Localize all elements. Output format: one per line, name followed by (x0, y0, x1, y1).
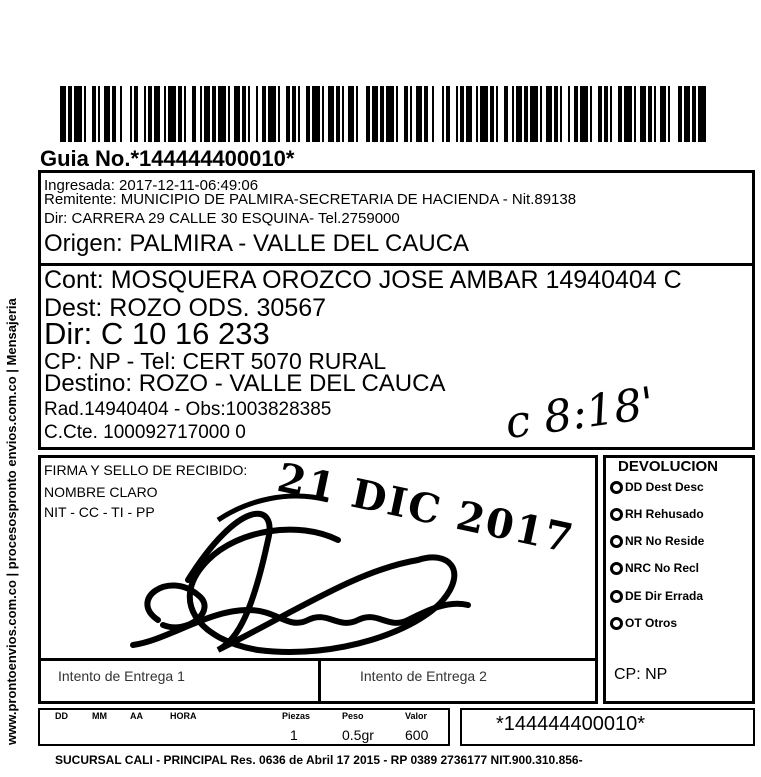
barcode-bar (228, 86, 230, 142)
barcode-bar (74, 86, 82, 142)
barcode-bar (678, 86, 682, 142)
barcode-bar (148, 86, 152, 142)
barcode-bar (84, 86, 86, 142)
barcode-bar (92, 86, 96, 142)
piezas-value: 1 (290, 727, 298, 743)
barcode-bar (640, 86, 646, 142)
intento-2-label: Intento de Entrega 2 (360, 668, 487, 684)
recipient-dir-line: Dir: C 10 16 233 (44, 316, 270, 351)
barcode-bar (504, 86, 508, 142)
side-website-text: www.prontoenvios.com.co | procesospronto envios.com.co | Mensajeria (4, 298, 19, 745)
barcode-bar (554, 86, 558, 142)
barcode-bar (496, 86, 498, 142)
barcode-bar (262, 86, 266, 142)
barcode-bar (322, 86, 324, 142)
barcode-bar (286, 86, 290, 142)
barcode-bar (490, 86, 494, 142)
barcode-bar (178, 86, 182, 142)
barcode-bar (410, 86, 412, 142)
barcode-bar (396, 86, 398, 142)
barcode-bar (154, 86, 160, 142)
barcode-bar (432, 86, 434, 142)
barcode-bar (574, 86, 578, 142)
guide-number: Guia No.*144444400010* (40, 146, 295, 171)
valor-label: Valor (405, 711, 428, 721)
barcode-bar (184, 86, 186, 142)
hora-label: HORA (170, 711, 197, 721)
devolucion-option-nrc[interactable]: NRC No Recl (610, 561, 699, 575)
barcode-bar (660, 86, 666, 142)
barcode-bar (416, 86, 422, 142)
barcode-bar (692, 86, 696, 142)
barcode-bar (568, 86, 570, 142)
devolucion-option-nr[interactable]: NR No Reside (610, 534, 704, 548)
barcode-bar (292, 86, 296, 142)
barcode-bar (560, 86, 562, 142)
barcode-bar (668, 86, 670, 142)
cont-line: Cont: MOSQUERA OROZCO JOSE AMBAR 14940404 C (44, 266, 682, 294)
barcode-bar (442, 86, 444, 142)
barcode-bar (424, 86, 428, 142)
barcode-bar (466, 86, 472, 142)
sender-dir-line: Dir: CARRERA 29 CALLE 30 ESQUINA- Tel.2759000 (44, 210, 400, 227)
barcode-bar (112, 86, 116, 142)
devolucion-option-rh[interactable]: RH Rehusado (610, 507, 704, 521)
barcode-bar (242, 86, 246, 142)
barcode-bar (130, 86, 132, 142)
radio-icon (610, 508, 623, 521)
barcode-bar (218, 86, 226, 142)
rad-line: Rad.14940404 - Obs:1003828385 (44, 399, 332, 420)
valor-value: 600 (405, 727, 429, 743)
barcode-bar (144, 86, 146, 142)
barcode-bar (580, 86, 588, 142)
barcode-bar (634, 86, 636, 142)
barcode-bar (336, 86, 340, 142)
barcode-bar (648, 86, 652, 142)
guide-number-bottom: *144444400010* (496, 713, 646, 735)
radio-icon (610, 535, 623, 548)
barcode-bar (104, 86, 110, 142)
barcode-bar (328, 86, 334, 142)
barcode-bar (306, 86, 310, 142)
barcode-bar (366, 86, 370, 142)
barcode (60, 86, 702, 142)
barcode-bar (524, 86, 528, 142)
barcode-bar (654, 86, 656, 142)
barcode-bar (618, 86, 622, 142)
barcode-bar (298, 86, 300, 142)
barcode-bar (480, 86, 488, 142)
dd-label: DD (55, 711, 68, 721)
barcode-bar (546, 86, 552, 142)
destino-line: Destino: ROZO - VALLE DEL CAUCA (44, 370, 446, 397)
barcode-bar (348, 86, 354, 142)
radio-icon (610, 562, 623, 575)
peso-label: Peso (342, 711, 364, 721)
barcode-bar (516, 86, 522, 142)
devolucion-option-ot[interactable]: OT Otros (610, 616, 677, 630)
barcode-bar (610, 86, 612, 142)
received-date-stamp: 21 DIC 2017 (273, 454, 579, 563)
barcode-bar (540, 86, 542, 142)
barcode-bar (460, 86, 464, 142)
handwritten-note: c 8:18' (502, 377, 658, 450)
barcode-bar (446, 86, 450, 142)
barcode-bar (312, 86, 320, 142)
barcode-bar (476, 86, 478, 142)
barcode-bar (598, 86, 602, 142)
barcode-bar (248, 86, 250, 142)
peso-value: 0.5gr (342, 727, 374, 743)
barcode-bar (168, 86, 176, 142)
barcode-bar (530, 86, 538, 142)
devolucion-cp: CP: NP (614, 666, 668, 683)
barcode-bar (134, 86, 138, 142)
devolucion-option-de[interactable]: DE Dir Errada (610, 589, 703, 603)
barcode-bar (278, 86, 280, 142)
id-label: NIT - CC - TI - PP (44, 504, 155, 520)
remitente-line: Remitente: MUNICIPIO DE PALMIRA-SECRETARIA DE HACIENDA - Nit.89138 (44, 191, 577, 208)
barcode-bar (512, 86, 514, 142)
barcode-bar (60, 86, 66, 142)
footer-text: SUCURSAL CALI - PRINCIPAL Res. 0636 de Abril 17 2015 - RP 0389 2736177 NIT.900.310.856- (55, 753, 583, 767)
barcode-bar (698, 86, 706, 142)
barcode-bar (456, 86, 458, 142)
barcode-bar (684, 86, 690, 142)
mm-label: MM (92, 711, 107, 721)
cte-line: C.Cte. 100092717000 0 (44, 422, 246, 443)
devolucion-title: DEVOLUCION (618, 458, 719, 475)
barcode-bar (212, 86, 216, 142)
cp-tel-line: CP: NP - Tel: CERT 5070 RURAL (44, 348, 387, 374)
radio-icon (610, 590, 623, 603)
barcode-bar (356, 86, 358, 142)
barcode-bar (590, 86, 592, 142)
radio-icon (610, 481, 623, 494)
barcode-bar (404, 86, 408, 142)
barcode-bar (268, 86, 276, 142)
barcode-bar (386, 86, 394, 142)
barcode-bar (68, 86, 72, 142)
barcode-bar (204, 86, 210, 142)
barcode-bar (164, 86, 166, 142)
barcode-bar (120, 86, 122, 142)
ingresada-line: Ingresada: 2017-12-11-06:49:06 (44, 177, 259, 194)
barcode-bar (200, 86, 202, 142)
barcode-bar (234, 86, 240, 142)
piezas-label: Piezas (282, 711, 311, 721)
dest-line: Dest: ROZO ODS. 30567 (44, 294, 327, 322)
barcode-bar (624, 86, 632, 142)
barcode-bar (256, 86, 258, 142)
barcode-bar (342, 86, 344, 142)
aa-label: AA (130, 711, 143, 721)
origen-line: Origen: PALMIRA - VALLE DEL CAUCA (44, 230, 470, 257)
barcode-bar (604, 86, 608, 142)
radio-icon (610, 617, 623, 630)
signature-label: FIRMA Y SELLO DE RECIBIDO: (44, 462, 248, 478)
barcode-bar (98, 86, 100, 142)
devolucion-option-dd[interactable]: DD Dest Desc (610, 480, 704, 494)
barcode-bar (192, 86, 196, 142)
barcode-bar (372, 86, 378, 142)
barcode-bar (380, 86, 384, 142)
intento-1-label: Intento de Entrega 1 (58, 668, 185, 684)
name-label: NOMBRE CLARO (44, 484, 158, 500)
